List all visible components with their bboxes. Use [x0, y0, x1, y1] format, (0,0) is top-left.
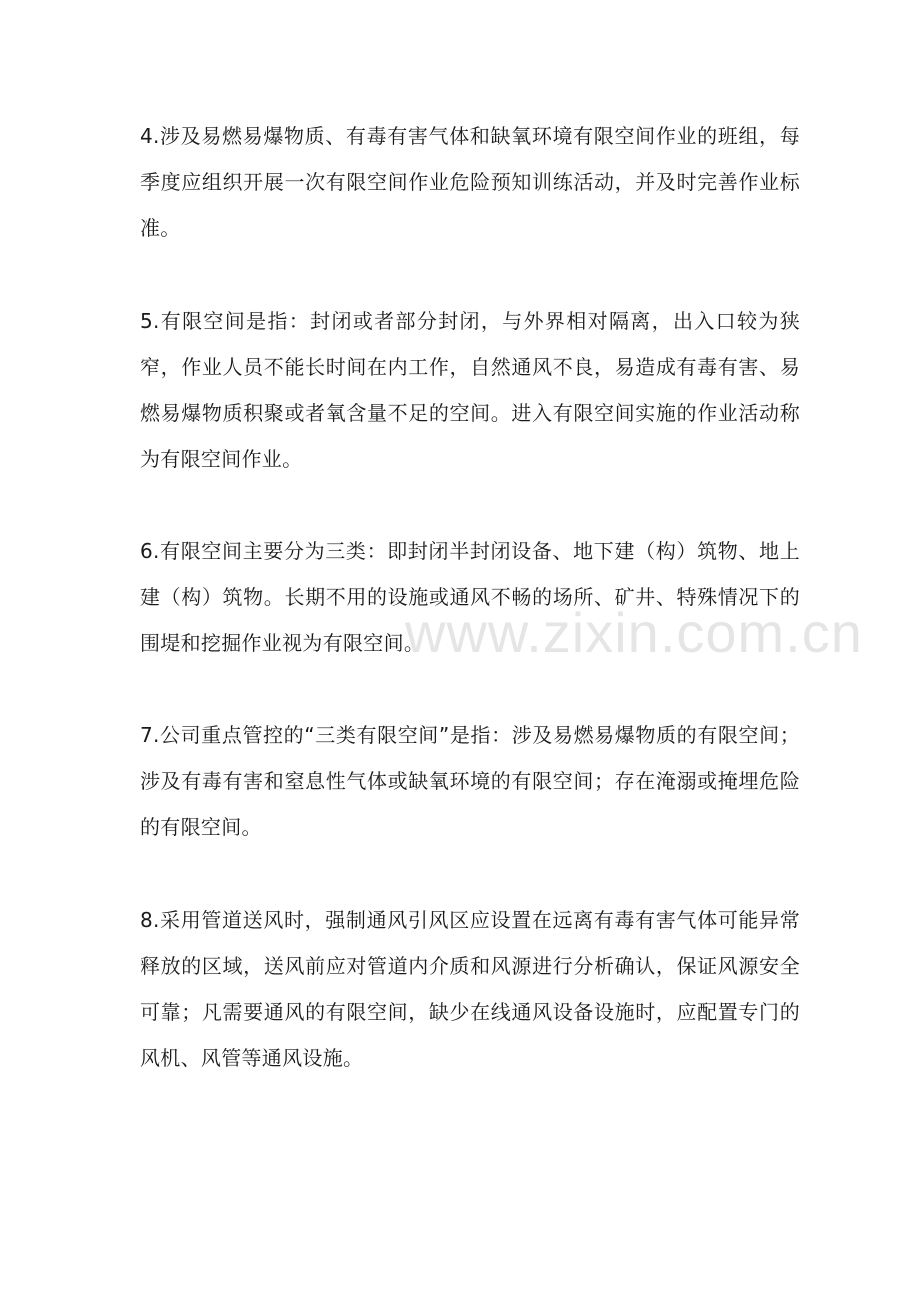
- paragraph-item-6: 6.有限空间主要分为三类：即封闭半封闭设备、地下建（构）筑物、地上建（构）筑物。长期不用的设施或通风不畅的场所、矿井、特殊情况下的围堤和挖掘作业视为有限空间。: [140, 539, 800, 655]
- paragraph-item-7: 7.公司重点管控的“三类有限空间”是指：涉及易燃易爆物质的有限空间；涉及有毒有害和窒息性气体或缺氧环境的有限空间；存在淹溺或掩埋危险的有限空间。: [140, 723, 800, 839]
- paragraph-item-4: 4.涉及易燃易爆物质、有毒有害气体和缺氧环境有限空间作业的班组，每季度应组织开展一次有限空间作业危险预知训练活动，并及时完善作业标准。: [140, 124, 800, 240]
- paragraph-item-5: 5.有限空间是指：封闭或者部分封闭，与外界相对隔离，出入口较为狭窄，作业人员不能长时间在内工作，自然通风不良，易造成有毒有害、易燃易爆物质积聚或者氧含量不足的空间。进入有限空间实施的作业活动称为有限空间作业。: [140, 309, 800, 471]
- paragraph-item-8: 8.采用管道送风时，强制通风引风区应设置在远离有毒有害气体可能异常释放的区域，送风前应对管道内介质和风源进行分析确认，保证风源安全可靠；凡需要通风的有限空间，缺少在线通风设备设施时，应配置专门的风机、风管等通风设施。: [140, 908, 800, 1070]
- watermark-text: www.zixin.com.cn: [405, 601, 863, 664]
